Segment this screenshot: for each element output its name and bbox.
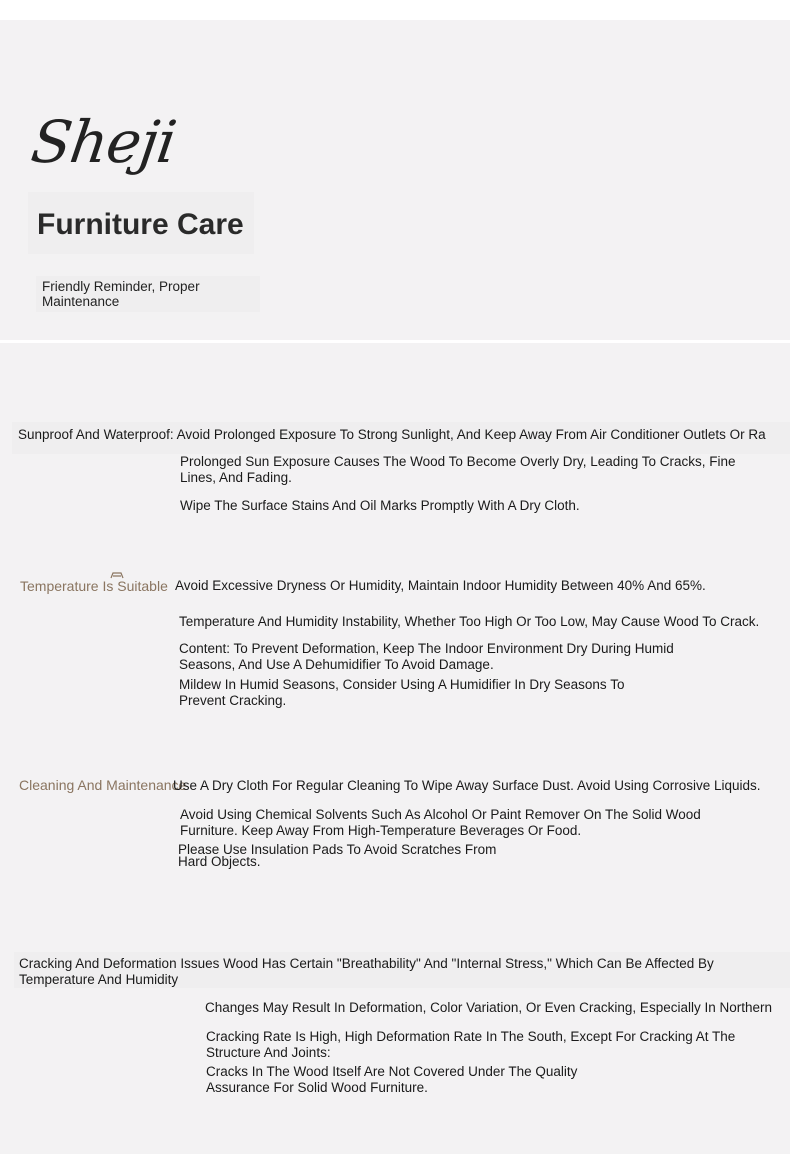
cracking-point: Cracks In The Wood Itself Are Not Covered Under The Quality Assurance For Solid Wood Furniture. xyxy=(206,1064,578,1095)
sunproof-point: Prolonged Sun Exposure Causes The Wood To Become Overly Dry, Leading To Cracks, Fine Lines, And Fading. xyxy=(180,454,736,485)
cleaning-point: Avoid Using Chemical Solvents Such As Alcohol Or Paint Remover On The Solid Wood Furniture. Keep Away From High-Temperature Beverages Or Food. xyxy=(180,807,701,838)
page-title: Furniture Care xyxy=(28,192,254,254)
temperature-point: Temperature And Humidity Instability, Whether Too High Or Too Low, May Cause Wood To Crack. xyxy=(179,614,760,629)
section-sunproof-heading: Sunproof And Waterproof: Avoid Prolonged Exposure To Strong Sunlight, And Keep Away From Air Conditioner Outlets Or Ra xyxy=(18,427,766,442)
page-subtitle: Friendly Reminder, Proper Maintenance xyxy=(36,276,260,312)
cracking-point: Cracking Rate Is High, High Deformation Rate In The South, Except For Cracking At The Structure And Joints: xyxy=(206,1029,736,1060)
sunproof-point: Wipe The Surface Stains And Oil Marks Promptly With A Dry Cloth. xyxy=(180,498,580,513)
section-cracking-heading: Cracking And Deformation Issues Wood Has Certain "Breathability" And "Internal Stress," Which Can Be Affected By Temperature And Humidity xyxy=(19,956,714,987)
section-label-temperature: Temperature Is Suitable xyxy=(20,578,168,594)
header-divider xyxy=(0,340,790,343)
section-temperature-heading: Avoid Excessive Dryness Or Humidity, Maintain Indoor Humidity Between 40% And 65%. xyxy=(175,578,706,593)
section-cleaning-heading: Use A Dry Cloth For Regular Cleaning To Wipe Away Surface Dust. Avoid Using Corrosive Liquids. xyxy=(173,778,761,793)
cracking-point: Changes May Result In Deformation, Color Variation, Or Even Cracking, Especially In Northern xyxy=(205,1000,772,1015)
section-label-cleaning: Cleaning And Maintenance xyxy=(19,777,187,793)
care-page xyxy=(0,20,790,1154)
temperature-point: Content: To Prevent Deformation, Keep The Indoor Environment Dry During Humid Seasons, And Use A Dehumidifier To Avoid Damage. xyxy=(179,641,674,672)
temperature-point: Mildew In Humid Seasons, Consider Using A Humidifier In Dry Seasons To Prevent Cracking. xyxy=(179,677,625,708)
cleaning-point: Please Use Insulation Pads To Avoid Scratches From Hard Objects. xyxy=(178,842,497,869)
brand-logo: Sheji xyxy=(27,108,180,176)
